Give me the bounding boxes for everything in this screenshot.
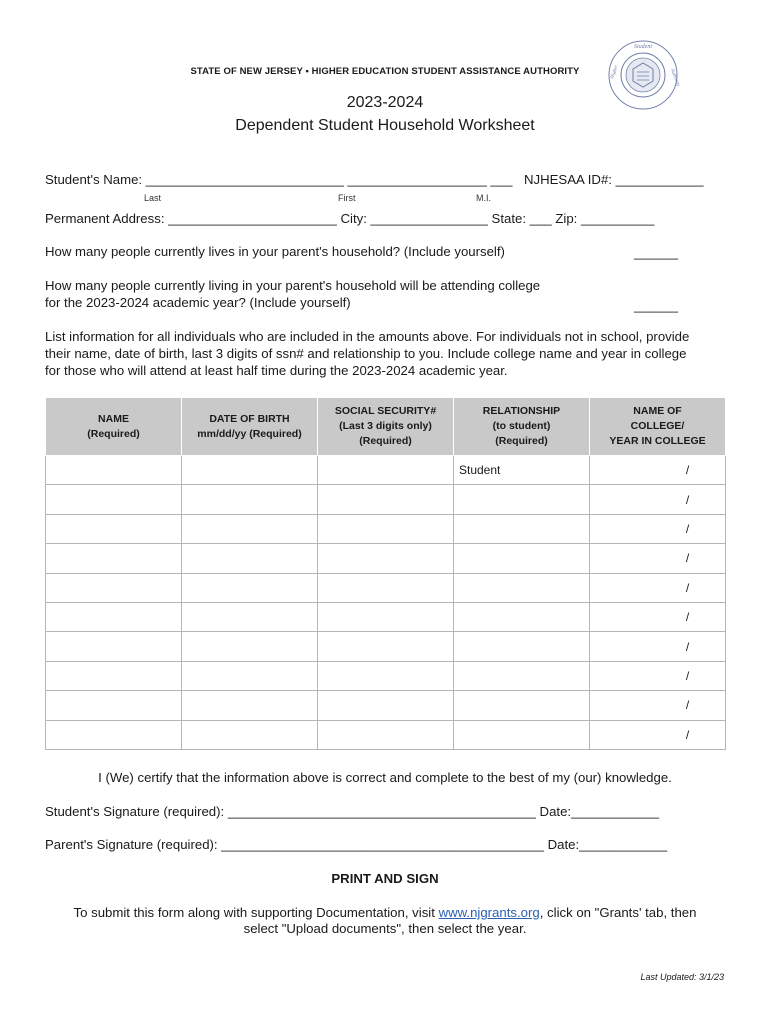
dob-cell[interactable] [182,514,318,543]
ssn-cell[interactable] [318,720,454,749]
ssn-cell[interactable] [318,691,454,720]
relationship-cell[interactable] [454,514,590,543]
dob-cell[interactable] [182,485,318,514]
agency-line: STATE OF NEW JERSEY • HIGHER EDUCATION STUDENT ASSISTANCE AUTHORITY [190,66,580,77]
relationship-cell[interactable] [454,661,590,690]
instructions-line3: for those who will attend at least half time during the 2023-2024 academic year. [45,363,508,378]
ssn-cell[interactable] [318,632,454,661]
college-cell[interactable]: / [590,514,726,543]
college-cell[interactable]: / [590,632,726,661]
relationship-cell[interactable] [454,691,590,720]
college-cell[interactable]: / [590,691,726,720]
ssn-cell[interactable] [318,602,454,631]
table-row [46,544,726,573]
ssn-cell[interactable] [318,514,454,543]
college-cell[interactable]: / [590,602,726,631]
col-header-college: NAME OF COLLEGE/ YEAR IN COLLEGE [590,398,726,456]
name-cell[interactable] [46,632,182,661]
ssn-cell[interactable] [318,661,454,690]
college-count-question-line2: for the 2023-2024 academic year? (Include yourself) [45,295,351,310]
print-and-sign-note: PRINT AND SIGN [331,871,439,886]
dob-cell[interactable] [182,456,318,485]
certification-statement: I (We) certify that the information above is correct and complete to the best of my (our) knowledge. [98,770,672,785]
college-cell[interactable]: / [590,720,726,749]
col-header-dob: DATE OF BIRTH mm/dd/yy (Required) [182,398,318,456]
last-sublabel: Last [144,193,162,203]
table-row [46,456,726,485]
name-cell[interactable] [46,691,182,720]
college-cell[interactable]: / [590,456,726,485]
table-header-row [46,398,726,456]
student-name-row [45,172,513,187]
relationship-cell[interactable] [454,602,590,631]
ssn-cell[interactable] [318,544,454,573]
svg-text:Higher: Higher [610,64,620,80]
svg-text:Student: Student [634,44,652,50]
permanent-address-field[interactable]: Permanent Address: _______________________ City: ________________ State: ___ Zip: __________ [45,211,655,226]
dob-cell[interactable] [182,720,318,749]
dob-cell[interactable] [182,544,318,573]
household-count-question: How many people currently lives in your parent's household? (Include yourself) [45,244,505,259]
relationship-cell[interactable] [454,720,590,749]
college-count-field[interactable]: ______ [634,298,679,313]
name-cell[interactable] [46,661,182,690]
name-cell[interactable] [46,573,182,602]
mi-sublabel: M.I. [476,193,491,203]
parent-signature-field[interactable]: Parent's Signature (required): ____________________________________________ Date:____________ [45,837,668,852]
table-row [46,514,726,543]
table-row [46,632,726,661]
household-table [45,397,726,750]
table-row [46,602,726,631]
name-cell[interactable] [46,544,182,573]
dob-cell[interactable] [182,573,318,602]
college-cell[interactable]: / [590,661,726,690]
instructions-line1: List information for all individuals who are included in the amounts above. For individuals not in school, provide [45,329,690,344]
household-count-field[interactable]: ______ [634,245,679,260]
middle-initial-field[interactable]: ___ [490,172,513,187]
last-name-field[interactable]: ___________________________ [145,172,344,187]
first-name-field[interactable]: ___________________ [347,172,487,187]
name-cell[interactable] [46,602,182,631]
relationship-cell[interactable] [454,632,590,661]
njgrants-link[interactable]: www.njgrants.org [438,905,540,920]
relationship-cell[interactable] [454,544,590,573]
ssn-cell[interactable] [318,573,454,602]
table-row [46,573,726,602]
student-name-label: Student's Name: [45,172,143,187]
college-cell[interactable]: / [590,573,726,602]
relationship-cell[interactable] [454,485,590,514]
relationship-cell[interactable] [454,573,590,602]
ssn-cell[interactable] [318,485,454,514]
col-header-relationship: RELATIONSHIP (to student) (Required) [454,398,590,456]
form-year: 2023-2024 [346,94,424,111]
name-cell[interactable] [46,720,182,749]
name-cell[interactable] [46,514,182,543]
dob-cell[interactable] [182,602,318,631]
table-row [46,485,726,514]
njhesaa-id-field[interactable]: NJHESAA ID#: ____________ [524,172,704,187]
instructions-line2: their name, date of birth, last 3 digits of ssn# and relationship to you. Include college name and year in college [45,346,687,361]
submit-instructions-line2: select "Upload documents", then select the year. [243,921,527,936]
college-cell[interactable]: / [590,544,726,573]
student-signature-field[interactable]: Student's Signature (required): __________________________________________ Date:____________ [45,804,660,819]
table-row [46,661,726,690]
svg-text:Authority: Authority [669,67,681,88]
dob-cell[interactable] [182,691,318,720]
name-cell[interactable] [46,485,182,514]
name-cell[interactable] [46,456,182,485]
form-title: Dependent Student Household Worksheet [235,117,535,134]
college-count-question-line1: How many people currently living in your parent's household will be attending college [45,278,541,293]
col-header-ssn: SOCIAL SECURITY# (Last 3 digits only) (Required) [318,398,454,456]
first-sublabel: First [338,193,356,203]
table-row [46,720,726,749]
table-row [46,691,726,720]
submit-instructions-line1: To submit this form along with supporting Documentation, visit www.njgrants.org, click on "Grants' tab, then [73,905,697,920]
college-cell[interactable]: / [590,485,726,514]
last-updated: Last Updated: 3/1/23 [640,972,724,982]
dob-cell[interactable] [182,632,318,661]
ssn-cell[interactable] [318,456,454,485]
col-header-name: NAME (Required) [46,398,182,456]
dob-cell[interactable] [182,661,318,690]
relationship-cell[interactable]: Student [454,456,590,485]
